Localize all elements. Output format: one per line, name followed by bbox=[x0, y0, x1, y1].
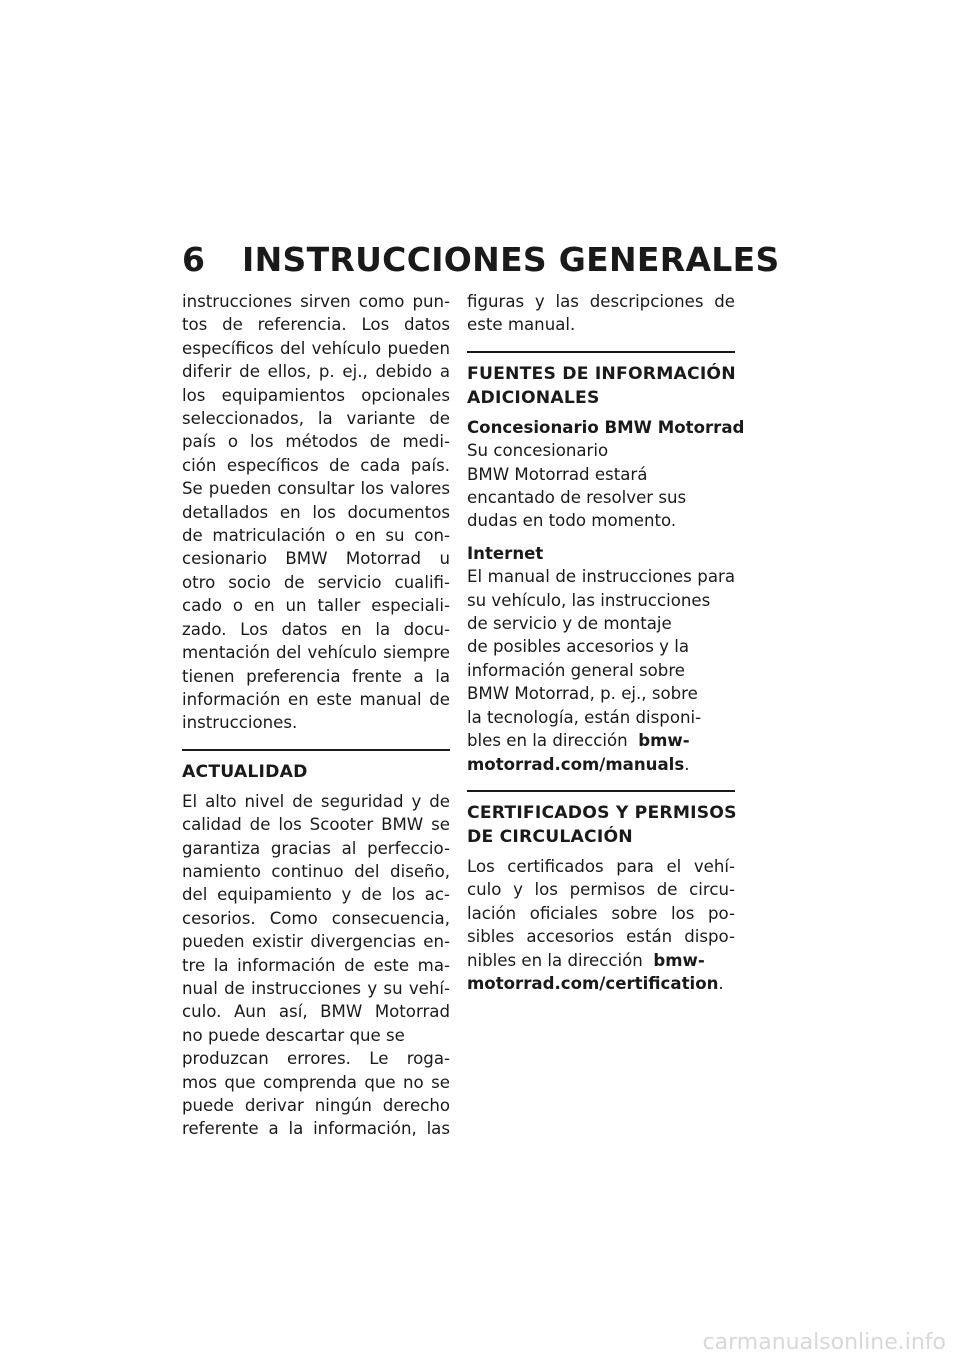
text-line: cesorios. Como consecuencia, bbox=[182, 908, 450, 928]
link-suffix: . bbox=[684, 754, 690, 774]
manuals-link-line2 bbox=[467, 753, 735, 776]
intro-paragraph bbox=[182, 290, 450, 735]
text-line: zado. Los datos en la docu- bbox=[182, 619, 450, 639]
text-line: seleccionados, la variante de bbox=[182, 409, 450, 429]
dealer-heading: Concesionario BMW Motorrad bbox=[467, 417, 745, 437]
manuals-link-part2[interactable]: motorrad.com/manuals bbox=[467, 754, 685, 774]
section-fuentes bbox=[467, 351, 745, 776]
text-line: pueden existir divergencias en- bbox=[182, 932, 450, 952]
left-column bbox=[182, 290, 450, 1141]
text-line: tre la información de este ma- bbox=[182, 955, 450, 975]
link-prefix: bles en la dirección bbox=[467, 731, 639, 751]
text-line: este manual. bbox=[467, 315, 576, 335]
text-line: tienen preferencia frente a la bbox=[182, 666, 450, 686]
text-line: los equipamientos opcionales bbox=[182, 385, 450, 405]
chapter-heading bbox=[182, 238, 780, 282]
text-line: información en este manual de bbox=[182, 689, 450, 709]
text-line: mentación del vehículo siempre bbox=[182, 643, 450, 663]
text-line: tos de referencia. Los datos bbox=[182, 315, 450, 335]
text-line: sibles accesorios están dispo- bbox=[467, 927, 735, 947]
text-line: su vehículo, las instrucciones bbox=[467, 590, 711, 610]
text-line: garantiza gracias al perfeccio- bbox=[182, 838, 450, 858]
internet-heading: Internet bbox=[467, 543, 544, 563]
text-line: produzcan errores. Le roga- bbox=[182, 1049, 450, 1069]
text-line: dudas en todo momento. bbox=[467, 511, 677, 531]
continuation-paragraph bbox=[467, 290, 735, 337]
text-line: diferir de ellos, p. ej., debido a bbox=[182, 362, 450, 382]
text-line: de posibles accesorios y la bbox=[467, 637, 690, 657]
text-line: lación oficiales sobre los po- bbox=[467, 903, 735, 923]
certification-link-part2[interactable]: motorrad.com/certification bbox=[467, 973, 719, 993]
text-line: Se pueden consultar los valores bbox=[182, 479, 450, 499]
chapter-title: INSTRUCCIONES GENERALES bbox=[242, 240, 780, 279]
text-line: de matriculación o en su con- bbox=[182, 526, 450, 546]
text-line: El manual de instrucciones para bbox=[467, 567, 735, 587]
manuals-link-part1[interactable]: bmw- bbox=[638, 731, 690, 751]
section-certificados bbox=[467, 790, 735, 995]
text-line: información general sobre bbox=[467, 660, 686, 680]
watermark-text: carmanualsonline.info bbox=[702, 1330, 946, 1355]
section-actualidad bbox=[182, 749, 450, 1141]
text-line: instrucciones. bbox=[182, 713, 298, 733]
manuals-link-line bbox=[467, 729, 735, 752]
section-title-line2: DE CIRCULACIÓN bbox=[467, 826, 633, 847]
text-line: cado o en un taller especiali- bbox=[182, 596, 450, 616]
text-line: del equipamiento y de los ac- bbox=[182, 885, 450, 905]
text-line: no puede descartar que se bbox=[182, 1025, 405, 1045]
text-line: referente a la información, las bbox=[182, 1119, 450, 1139]
text-line: la tecnología, están disponi- bbox=[467, 707, 702, 727]
section-title-line2: ADICIONALES bbox=[467, 387, 600, 408]
text-line: figuras y las descripciones de bbox=[467, 292, 735, 311]
text-line: país o los métodos de medi- bbox=[182, 432, 450, 452]
text-line: instrucciones sirven como pun- bbox=[182, 292, 450, 311]
text-line: detallados en los documentos bbox=[182, 502, 450, 522]
paragraph-gap bbox=[467, 533, 735, 542]
link-suffix: . bbox=[718, 973, 724, 993]
text-line: otro socio de servicio cualifi- bbox=[182, 572, 450, 592]
certification-link-line bbox=[467, 949, 735, 972]
text-line: BMW Motorrad estará bbox=[467, 464, 648, 484]
text-line: nual de instrucciones y su vehí- bbox=[182, 978, 450, 998]
right-column bbox=[467, 290, 745, 995]
text-line: culo. Aun así, BMW Motorrad bbox=[182, 1002, 450, 1022]
text-line: El alto nivel de seguridad y de bbox=[182, 791, 450, 811]
section-title: ACTUALIDAD bbox=[182, 761, 308, 782]
text-line: ción específicos de cada país. bbox=[182, 455, 450, 475]
text-line: BMW Motorrad, p. ej., sobre bbox=[467, 684, 698, 704]
link-prefix: nibles en la dirección bbox=[467, 950, 654, 970]
text-line: Los certificados para el vehí- bbox=[467, 856, 735, 876]
text-line: namiento continuo del diseño, bbox=[182, 861, 450, 881]
certification-link-line2 bbox=[467, 972, 735, 995]
section-title-line1: FUENTES DE INFORMACIÓN bbox=[467, 363, 736, 384]
text-line: puede derivar ningún derecho bbox=[182, 1096, 450, 1115]
text-line: culo y los permisos de circu- bbox=[467, 880, 735, 900]
text-line: calidad de los Scooter BMW se bbox=[182, 815, 450, 835]
text-line: específicos del vehículo pueden bbox=[182, 338, 450, 358]
chapter-number: 6 bbox=[182, 240, 206, 279]
text-line: encantado de resolver sus bbox=[467, 488, 687, 508]
text-line: cesionario BMW Motorrad u bbox=[182, 549, 450, 569]
certification-link-part1[interactable]: bmw- bbox=[653, 950, 705, 970]
text-line: de servicio y de montaje bbox=[467, 614, 672, 634]
text-line: Su concesionario bbox=[467, 441, 609, 461]
section-title-line1: CERTIFICADOS Y PERMISOS bbox=[467, 802, 737, 823]
text-line: mos que comprenda que no se bbox=[182, 1072, 450, 1092]
